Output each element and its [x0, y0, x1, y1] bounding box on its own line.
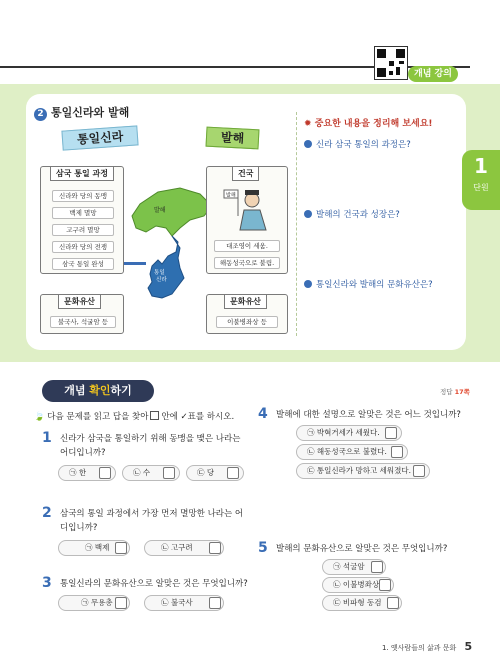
page-footer: 1. 옛사람들의 삶과 문화 5: [382, 640, 473, 653]
option-1c[interactable]: ㉢ 당: [186, 465, 244, 481]
map-label-silla: 통일: [154, 270, 165, 276]
answer-checkbox[interactable]: [115, 542, 127, 554]
summary-hint: ✹ 중요한 내용을 정리해 보세요!: [304, 119, 433, 129]
question-number: 2: [42, 505, 52, 521]
founding-item: 대조영이 세움.: [214, 240, 280, 252]
option-2a[interactable]: ㉠ 백제: [58, 540, 130, 556]
founding-item: 해동성국으로 불림.: [214, 257, 280, 269]
question-number: 5: [258, 540, 268, 556]
option-5c[interactable]: ㉢ 비파형 동검: [322, 595, 402, 611]
question-number: 1: [42, 430, 52, 446]
unit-number: 1: [474, 154, 488, 178]
process-item: 신라와 당의 전쟁: [52, 241, 114, 253]
unit-tab: [462, 150, 500, 210]
map-label-silla-2: 신라: [156, 277, 167, 283]
tag-unified-silla: 통일신라: [61, 125, 139, 150]
bullet-icon: [304, 140, 312, 148]
card-divider: [296, 112, 297, 336]
question-number: 3: [42, 575, 52, 591]
answer-checkbox[interactable]: [99, 467, 111, 479]
map-label-balhae: 발해: [154, 207, 166, 214]
answer-checkbox[interactable]: [227, 467, 239, 479]
unit-label: 단원: [473, 183, 489, 192]
summary-question: 발해의 건국과 성장은?: [316, 210, 400, 220]
summary-question: 신라 삼국 통일의 과정은?: [316, 140, 411, 150]
qr-code-icon[interactable]: [374, 46, 408, 80]
question-text: 통일신라의 문화유산으로 알맞은 것은 무엇입니까?: [60, 579, 248, 589]
answer-checkbox[interactable]: [163, 467, 175, 479]
tag-balhae: 발해: [206, 127, 260, 150]
answer-page-ref: 정답 17쪽: [440, 388, 470, 396]
king-figure-icon: [222, 186, 274, 232]
balhae-founding-title: 건국: [232, 166, 259, 181]
answer-checkbox[interactable]: [391, 446, 403, 458]
option-2b[interactable]: ㉡ 고구려: [144, 540, 224, 556]
answer-checkbox[interactable]: [209, 542, 221, 554]
lecture-badge[interactable]: 개념 강의: [408, 66, 458, 82]
flag-label: 발해: [226, 192, 236, 199]
silla-process-title: 삼국 통일 과정: [50, 166, 114, 181]
silla-culture-text: 불국사, 석굴암 등: [50, 316, 116, 328]
option-5b[interactable]: ㉡ 이불병좌상: [322, 577, 394, 593]
checkbox-sample-icon: [150, 411, 159, 420]
bullet-icon: [304, 210, 312, 218]
option-4c[interactable]: ㉢ 통일신라가 망하고 세워졌다.: [296, 463, 430, 479]
answer-checkbox[interactable]: [385, 427, 397, 439]
silla-culture-title: 문화유산: [58, 294, 101, 309]
answer-checkbox[interactable]: [115, 597, 127, 609]
answer-checkbox[interactable]: [371, 561, 383, 573]
process-item: 고구려 멸망: [52, 224, 114, 236]
option-1b[interactable]: ㉡ 수: [122, 465, 180, 481]
section-number: 2: [34, 108, 47, 121]
question-text: 발해에 대한 설명으로 알맞은 것은 어느 것입니까?: [276, 410, 461, 420]
answer-checkbox[interactable]: [379, 579, 391, 591]
answer-checkbox[interactable]: [413, 465, 425, 477]
option-4a[interactable]: ㉠ 박혁거세가 세웠다.: [296, 425, 402, 441]
process-item: 신라와 당의 동맹: [52, 190, 114, 202]
answer-checkbox[interactable]: [209, 597, 221, 609]
section-title: [34, 104, 129, 121]
section-title-text: 통일신라와 발해: [51, 106, 130, 119]
bullet-icon: [304, 280, 312, 288]
arrow-to-silla: [124, 262, 146, 265]
question-number: 4: [258, 406, 268, 422]
question-text: 발해의 문화유산으로 알맞은 것은 무엇입니까?: [276, 544, 448, 554]
balhae-culture-title: 문화유산: [224, 294, 267, 309]
summary-question: 통일신라와 발해의 문화유산은?: [316, 280, 433, 290]
answer-checkbox[interactable]: [387, 597, 399, 609]
option-3a[interactable]: ㉠ 무용총: [58, 595, 130, 611]
instruction: 🍃 다음 문제를 읽고 답을 찾아 안에 ✓표를 하시오.: [34, 412, 235, 422]
option-4b[interactable]: ㉡ 해동성국으로 불렸다.: [296, 444, 408, 460]
balhae-culture-text: 이불병좌상 등: [216, 316, 278, 328]
question-text: 신라가 삼국을 통일하기 위해 동맹을 맺은 나라는 어디입니까?: [60, 434, 241, 458]
option-1a[interactable]: ㉠ 한: [58, 465, 116, 481]
option-3b[interactable]: ㉡ 불국사: [144, 595, 224, 611]
process-item: 백제 멸망: [52, 207, 114, 219]
process-item: 삼국 통일 완성: [52, 258, 114, 270]
question-text: 삼국의 통일 과정에서 가장 먼저 멸망한 나라는 어디입니까?: [60, 509, 244, 533]
confirm-badge: 개념 확인하기: [42, 380, 154, 402]
option-5a[interactable]: ㉠ 석굴암: [322, 559, 386, 575]
